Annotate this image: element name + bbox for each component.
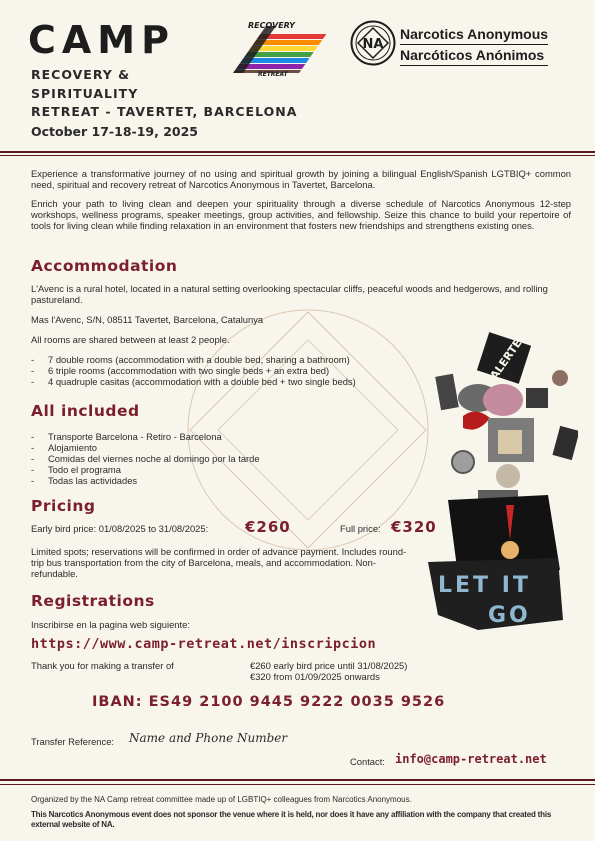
footer-divider [0,779,595,781]
full-price: €320 [391,518,437,536]
early-bird-price: €260 [245,518,291,536]
transfer-amounts [250,660,407,682]
list-item: - 7 double rooms (accommodation with a double bed, sharing a bathroom) [31,354,576,365]
heart-icon [463,411,490,429]
list-item: - Todo el programa [31,464,331,475]
flower-icon [501,541,519,559]
list-item: - 6 triple rooms (accommodation with two single beds + an extra bed) [31,365,576,376]
camera-icon [526,388,548,408]
footer-organized: Organized by the NA Camp retreat committee made up of LGBTIQ+ colleagues from Narcotics Anonymous. [31,795,412,804]
intro-text [31,168,571,239]
saxophone-icon [435,374,459,411]
clock-icon [452,451,474,473]
subtitle-line: RETREAT - TAVERTET, BARCELONA [31,104,298,119]
object-icon [552,370,568,386]
registration-link[interactable]: https://www.camp-retreat.net/inscripcion [31,636,377,652]
flower-icon [483,384,523,416]
header-divider-thin [0,155,595,156]
list-item: - Alojamiento [31,442,331,453]
accommodation-description: L'Avenc is a rural hotel, located in a natural setting overlooking spectacular cliffs, peaceful woods and hedgerows, and rolling pastureland. [31,283,548,305]
registration-instruction: Inscribirse en la pagina web siguiente: [31,619,190,630]
list-item: - 4 quadruple casitas (accommodation with a double bed + two single beds) [31,376,576,387]
intro-paragraph: Experience a transformative journey of no using and spiritual growth by joining a bilingual English/Spanish LGTBIQ+ common need, spiritual and recovery retreat of Narcotics Anonymous in Tavertet, Barcelona. [31,168,571,190]
footer-divider-thin [0,784,595,785]
list-item: - Comidas del viernes noche al domingo por la tarde [31,453,331,464]
transfer-label: Thank you for making a transfer of [31,660,174,671]
included-list [31,431,331,486]
contact-email-link[interactable]: info@camp-retreat.net [395,752,547,766]
early-bird-label: Early bird price: 01/08/2025 to 31/08/2025: [31,523,209,534]
object-icon [498,430,522,454]
na-organization-name [400,24,548,66]
transfer-amount-early: €260 early bird price until 31/08/2025) [250,660,408,671]
transfer-reference-label: Transfer Reference: [31,736,115,747]
accommodation-address: Mas l'Avenc, S/N, 08511 Tavertet, Barcelona, Catalunya [31,314,264,325]
na-name-english: Narcotics Anonymous [400,24,548,45]
collage-illustration [418,330,578,650]
pricing-notes: Limited spots; reservations will be confirmed in order of advance payment. Includes round-trip bus transportation from the city of Barcelona, meals, and accommodation. Non-refundable. [31,546,407,579]
footer-disclaimer: This Narcotics Anonymous event does not sponsor the venue where it is held, nor does it have any affiliation with the company that created this external website of NA. [31,810,552,829]
full-price-label: Full price: [340,523,381,534]
registrations-heading: Registrations [31,592,155,610]
iban-number: IBAN: ES49 2100 9445 9222 0035 9526 [92,694,446,710]
na-name-spanish: Narcóticos Anónimos [400,45,548,66]
accommodation-heading: Accommodation [31,257,178,275]
na-logo-text: NA [362,37,384,52]
let-it-go-line2: GO [488,603,531,628]
na-logo [350,20,396,66]
header-divider [0,151,595,153]
let-it-go-line1: LET IT [438,573,531,598]
accommodation-shared-note: All rooms are shared between at least 2 people. [31,334,230,345]
list-item: - Transporte Barcelona - Retiro - Barcelona [31,431,331,442]
included-heading: All included [31,402,140,420]
recovery-logo-top-text: RECOVERY [248,21,295,30]
contact-label: Contact: [350,756,385,767]
event-dates: October 17-18-19, 2025 [31,124,198,139]
list-item: - Todas las actividades [31,475,331,486]
recovery-retreat-rainbow-logo [218,18,340,80]
head-icon [496,464,520,488]
intro-paragraph: Enrich your path to living clean and deepen your spirituality through a diverse schedule of Narcotics Anonymous 12-step workshops, wellness programs, speaker meetings, group activities, and fellowship. Seize this chance to build your repertoire of tools for living clean while finding relaxation in an environment that fosters new friendships and strengthens existing ones. [31,198,571,231]
tv-icon [552,426,578,460]
alerte-sign-text: ALERTE [487,336,525,383]
subtitle-line: RECOVERY & [31,67,131,82]
pricing-heading: Pricing [31,497,96,515]
transfer-amount-full: €320 from 01/09/2025 onwards [250,671,380,682]
alerte-sign-icon [477,332,531,384]
subtitle-line: SPIRITUALITY [31,85,139,101]
recovery-logo-bottom-text: RETREAT [258,71,288,78]
camp-title: CAMP [28,18,175,62]
transfer-reference-value: Name and Phone Number [129,731,288,745]
